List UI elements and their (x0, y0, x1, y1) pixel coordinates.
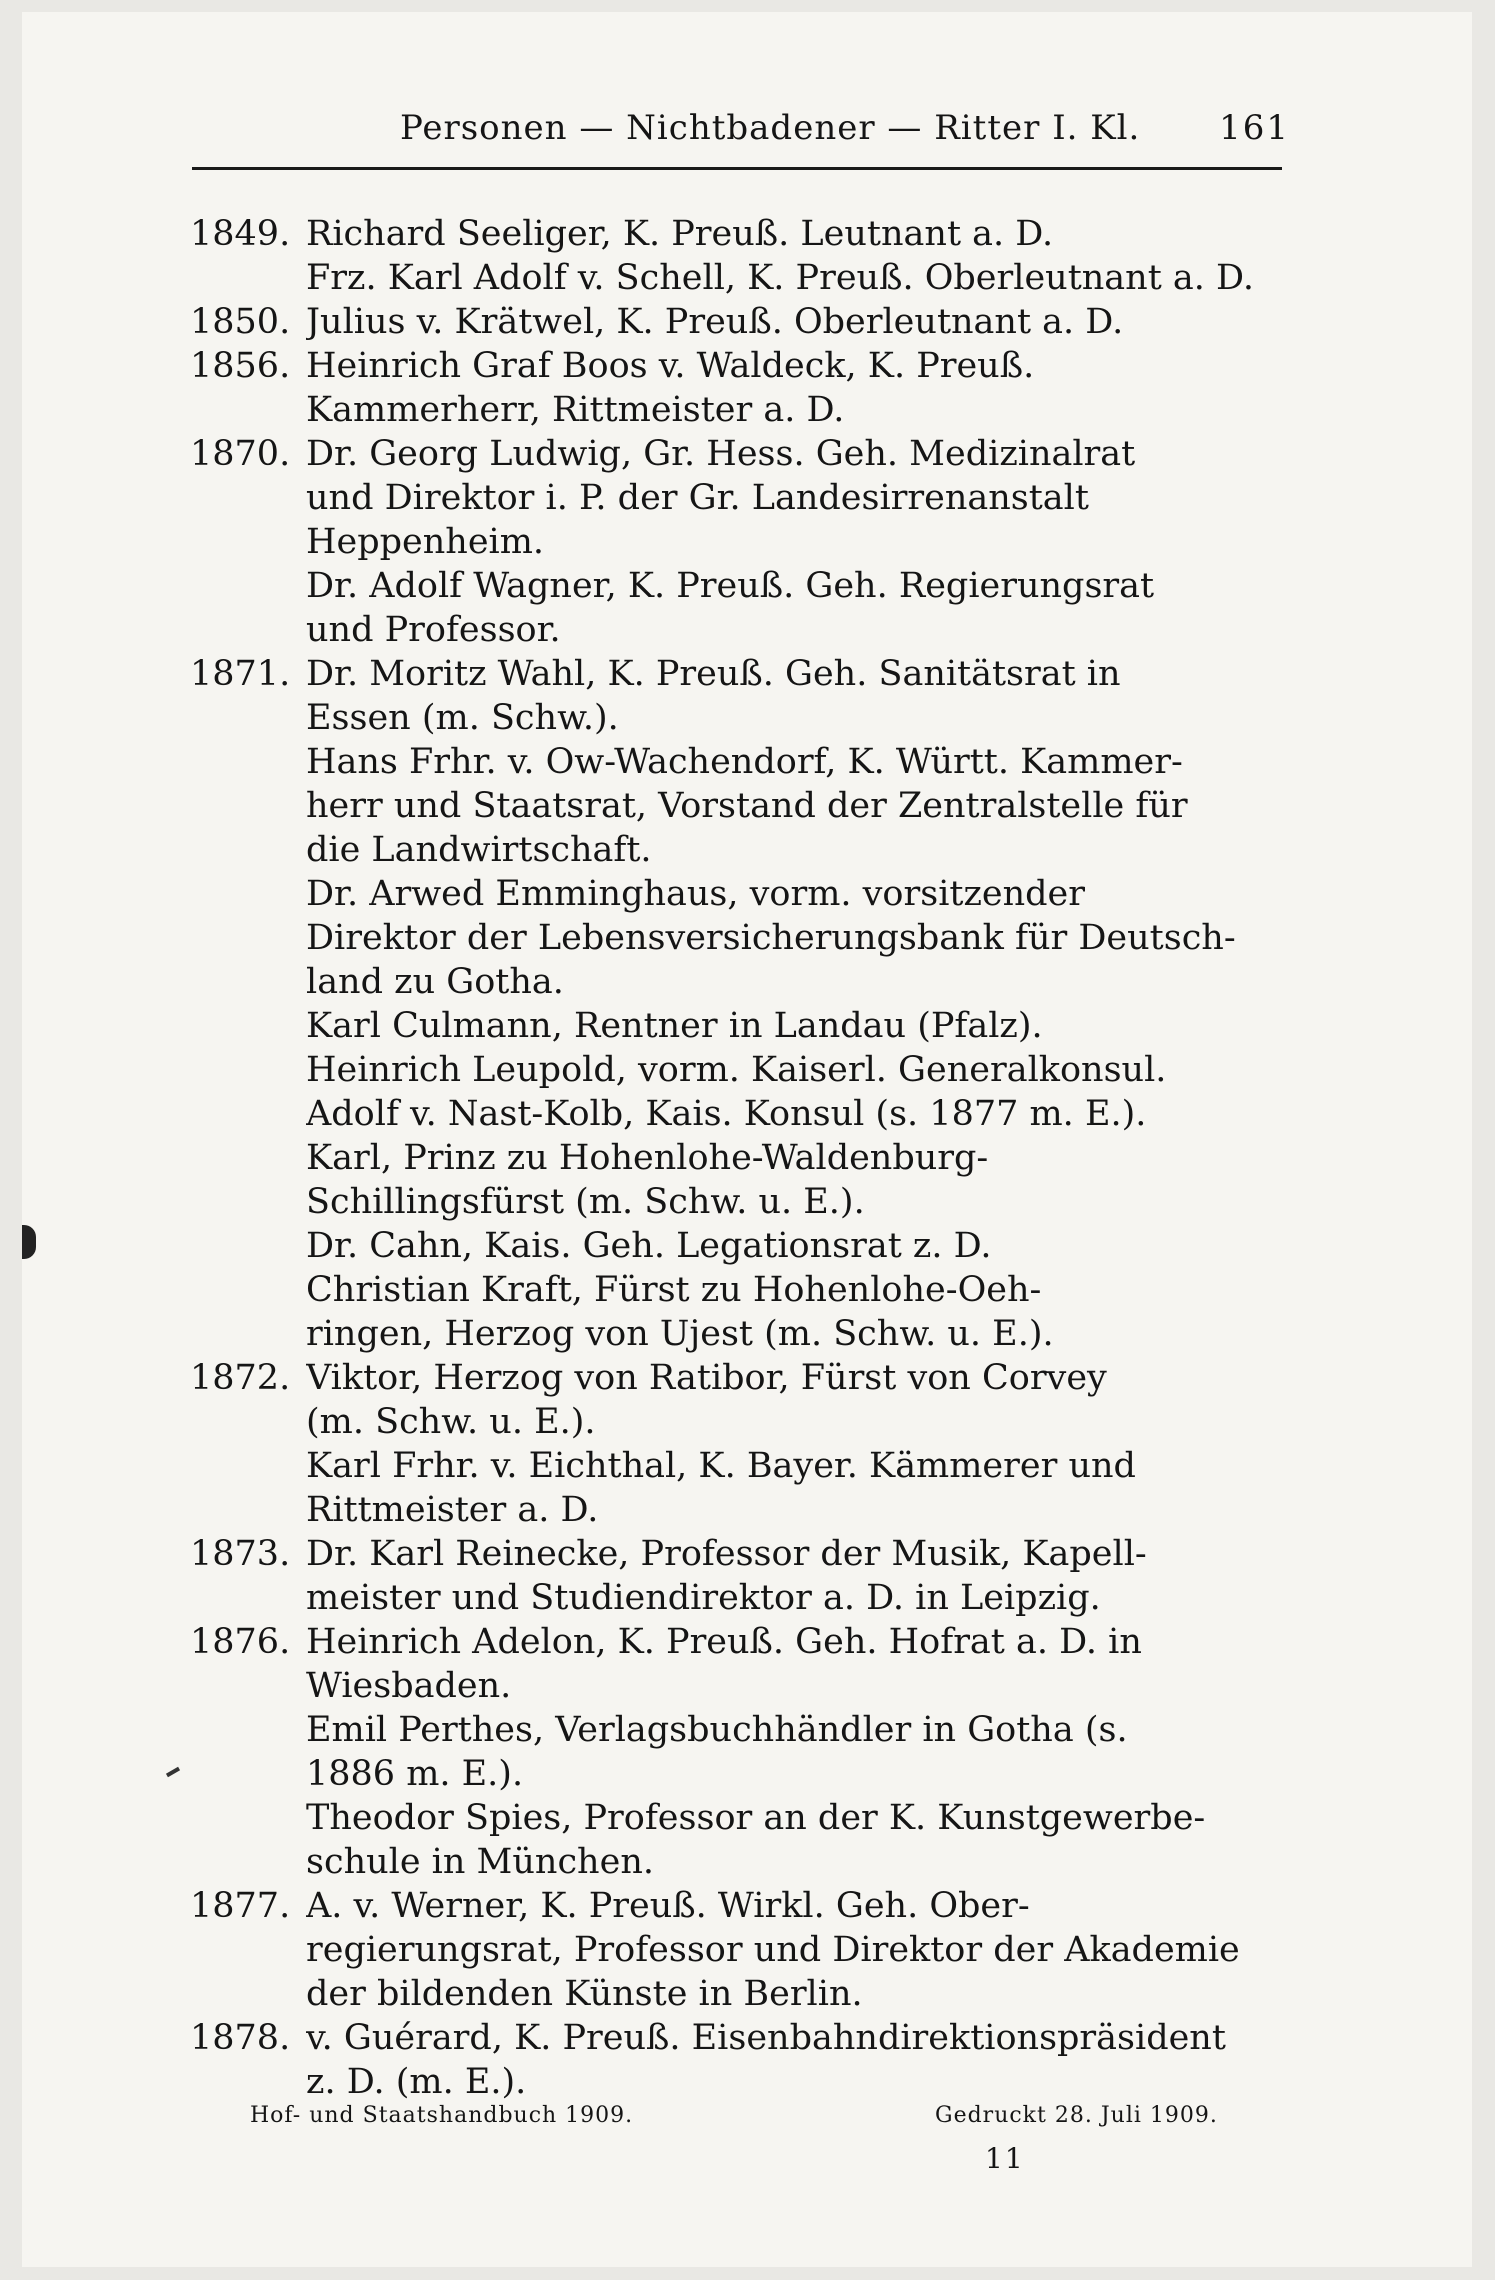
entry-line: Heinrich Leupold, vorm. Kaiserl. Generalkonsul. (306, 1050, 1167, 1090)
entry-text (306, 1444, 1266, 1532)
entry (190, 1532, 1290, 1620)
entry-text (306, 1884, 1266, 2016)
entry-line: Dr. Arwed Emminghaus, vorm. vorsitzender (306, 874, 1085, 914)
footer-print-date: Gedruckt 28. Juli 1909. (935, 2103, 1218, 2128)
entry (190, 1356, 1290, 1444)
entry-line: die Landwirtschaft. (306, 830, 652, 870)
entry-line: herr und Staatsrat, Vorstand der Zentralstelle für (306, 786, 1188, 826)
entry-line: Dr. Adolf Wagner, K. Preuß. Geh. Regierungsrat (306, 566, 1155, 606)
entry-line: schule in München. (306, 1842, 654, 1882)
page-number: 161 (1219, 108, 1290, 148)
footer-publication: Hof- und Staatshandbuch 1909. (250, 2103, 634, 2128)
entry-text (306, 1268, 1266, 1356)
entry (190, 1136, 1290, 1224)
entry (190, 564, 1290, 652)
entry-text (306, 740, 1266, 872)
entry (190, 652, 1290, 740)
entry-line: A. v. Werner, K. Preuß. Wirkl. Geh. Ober- (306, 1886, 1030, 1926)
entry-line: land zu Gotha. (306, 962, 564, 1002)
entry-line: z. D. (m. E.). (306, 2062, 527, 2102)
entry-line: Hans Frhr. v. Ow-Wachendorf, K. Württ. Kammer- (306, 742, 1183, 782)
entry-year: 1850. (190, 302, 291, 342)
entry-line: und Direktor i. P. der Gr. Landesirrenanstalt (306, 478, 1089, 518)
entry (190, 1004, 1290, 1048)
entry-line: Heinrich Adelon, K. Preuß. Geh. Hofrat a. D. in (306, 1622, 1142, 1662)
entry-text (306, 1708, 1266, 1796)
entry-text (306, 212, 1266, 256)
entry-line: der bildenden Künste in Berlin. (306, 1974, 863, 2014)
entry-line: Richard Seeliger, K. Preuß. Leutnant a. D. (306, 214, 1054, 254)
running-header (400, 108, 1290, 152)
footer-signature-mark: 11 (985, 2142, 1025, 2175)
entry-year: 1876. (190, 1622, 291, 1662)
entry-line: Schillingsfürst (m. Schw. u. E.). (306, 1182, 865, 1222)
entry-year: 1877. (190, 1886, 291, 1926)
entry-year: 1849. (190, 214, 291, 254)
entry-line: regierungsrat, Professor und Direktor der Akademie (306, 1930, 1240, 1970)
entry-text (306, 564, 1266, 652)
entry-year: 1873. (190, 1534, 291, 1574)
entry-line: Emil Perthes, Verlagsbuchhändler in Gotha (s. (306, 1710, 1128, 1750)
entry-line: Karl Culmann, Rentner in Landau (Pfalz). (306, 1006, 1043, 1046)
entry (190, 300, 1290, 344)
entry-line: 1886 m. E.). (306, 1754, 524, 1794)
entry-year: 1871. (190, 654, 291, 694)
entry-text (306, 1356, 1266, 1444)
entry-line: Adolf v. Nast-Kolb, Kais. Konsul (s. 1877 m. E.). (306, 1094, 1147, 1134)
entry (190, 1708, 1290, 1796)
entry (190, 1620, 1290, 1708)
header-title: Personen — Nichtbadener — Ritter I. Kl. (400, 108, 1141, 148)
entry-line: Theodor Spies, Professor an der K. Kunstgewerbe- (306, 1798, 1206, 1838)
entry-line: Christian Kraft, Fürst zu Hohenlohe-Oeh- (306, 1270, 1042, 1310)
entry (190, 1884, 1290, 2016)
entry-year: 1878. (190, 2018, 291, 2058)
entry-text (306, 344, 1266, 432)
entry-line: Dr. Cahn, Kais. Geh. Legationsrat z. D. (306, 1226, 992, 1266)
entry-year: 1856. (190, 346, 291, 386)
entry-line: Viktor, Herzog von Ratibor, Fürst von Corvey (306, 1358, 1107, 1398)
header-rule (192, 167, 1282, 170)
entry-text (306, 1092, 1266, 1136)
entry-line: Julius v. Krätwel, K. Preuß. Oberleutnant a. D. (306, 302, 1124, 342)
entry-line: Karl Frhr. v. Eichthal, K. Bayer. Kämmerer und (306, 1446, 1136, 1486)
entry-text (306, 1136, 1266, 1224)
entries-list (190, 212, 1290, 2104)
entry-text (306, 1224, 1266, 1268)
entry-text (306, 1004, 1266, 1048)
entry (190, 212, 1290, 256)
entry (190, 432, 1290, 564)
entry-line: Kammerherr, Rittmeister a. D. (306, 390, 845, 430)
entry-line: Essen (m. Schw.). (306, 698, 619, 738)
entry-text (306, 300, 1266, 344)
entry (190, 1444, 1290, 1532)
entry (190, 1224, 1290, 1268)
entry-line: Rittmeister a. D. (306, 1490, 599, 1530)
entry-line: Heinrich Graf Boos v. Waldeck, K. Preuß. (306, 346, 1035, 386)
entry-text (306, 1796, 1266, 1884)
entry-line: Wiesbaden. (306, 1666, 512, 1706)
entry-text (306, 1532, 1266, 1620)
entry-line: Frz. Karl Adolf v. Schell, K. Preuß. Oberleutnant a. D. (306, 258, 1254, 298)
entry-line: ringen, Herzog von Ujest (m. Schw. u. E.). (306, 1314, 1054, 1354)
entry-year: 1870. (190, 434, 291, 474)
entry-line: Dr. Karl Reinecke, Professor der Musik, Kapell- (306, 1534, 1147, 1574)
entry-line: Dr. Moritz Wahl, K. Preuß. Geh. Sanitätsrat in (306, 654, 1121, 694)
entry (190, 1796, 1290, 1884)
entry-text (306, 432, 1266, 564)
entry-line: und Professor. (306, 610, 561, 650)
entry-text (306, 256, 1266, 300)
entry-text (306, 872, 1266, 1004)
entry-text (306, 1048, 1266, 1092)
entry (190, 740, 1290, 872)
entry (190, 256, 1290, 300)
entry-line: v. Guérard, K. Preuß. Eisenbahndirektionspräsident (306, 2018, 1226, 2058)
entry-year: 1872. (190, 1358, 291, 1398)
entry (190, 344, 1290, 432)
entry (190, 872, 1290, 1004)
entry (190, 1268, 1290, 1356)
entry-line: meister und Studiendirektor a. D. in Leipzig. (306, 1578, 1101, 1618)
entry-text (306, 1620, 1266, 1708)
entry-line: Dr. Georg Ludwig, Gr. Hess. Geh. Medizinalrat (306, 434, 1136, 474)
entry-text (306, 2016, 1266, 2104)
entry-text (306, 652, 1266, 740)
entry (190, 2016, 1290, 2104)
entry-line: Karl, Prinz zu Hohenlohe-Waldenburg- (306, 1138, 989, 1178)
entry (190, 1048, 1290, 1092)
entry-line: (m. Schw. u. E.). (306, 1402, 596, 1442)
entry (190, 1092, 1290, 1136)
entry-line: Direktor der Lebensversicherungsbank für Deutsch- (306, 918, 1236, 958)
entry-line: Heppenheim. (306, 522, 545, 562)
